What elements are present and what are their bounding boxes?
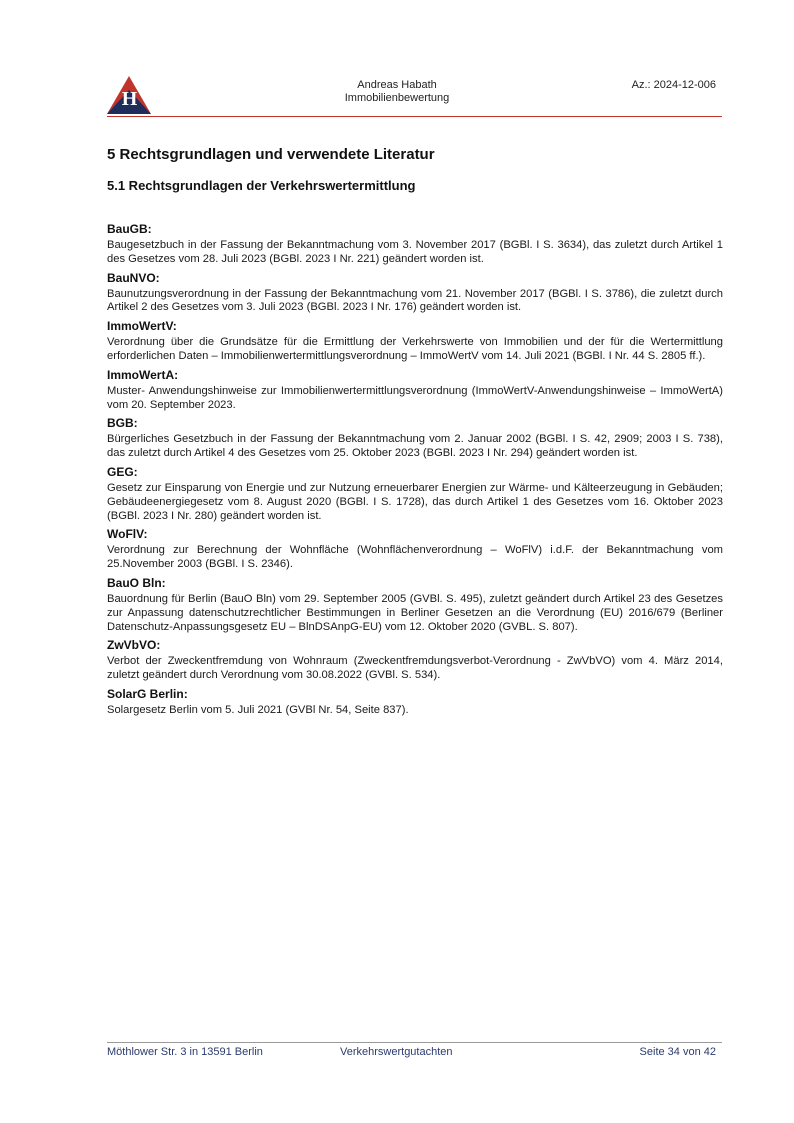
entry-text: Gesetz zur Einsparung von Energie und zur Nutzung erneuerbarer Energien zur Wärme- und Kälteerzeugung in Gebäuden; Gebäudeenergiegesetz vom 8. August 2020 (BGBl. I S. 1728), das durch Artikel 1 des Gesetzes vom 16. Oktober 2023 (BGBl. 2023 I Nr. 280) geändert worden ist. [107,481,723,522]
entry-text: Verbot der Zweckentfremdung von Wohnraum (Zweckentfremdungsverbot-Verordnung - ZwVbVO) vom 4. März 2014, zuletzt geändert durch Verordnung vom 30.08.2022 (GVBl. S. 534). [107,655,723,682]
list-item [107,416,723,461]
entry-text: Baunutzungsverordnung in der Fassung der Bekanntmachung vom 21. November 2017 (BGBl. I S. 3786), die zuletzt durch Artikel 2 des Gesetzes vom 3. Juli 2023 (BGBl. 2023 I Nr. 176) geändert worden ist. [107,287,723,314]
entry-text: Muster- Anwendungshinweise zur Immobilienwertermittlungsverordnung (ImmoWertV-Anwendungshinweise – ImmoWertA) vom 20. September 2023. [107,384,723,411]
list-item [107,368,723,413]
header-name: Andreas Habath [357,79,437,91]
entry-title: BGB: [107,416,138,431]
footer-document-type: Verkehrswertgutachten [340,1046,453,1058]
entry-title: WoFlV: [107,527,148,542]
legal-basis-list [107,222,723,722]
list-item [107,638,723,683]
footer-page-number: Seite 34 von 42 [639,1046,716,1058]
header-subtitle: Immobilienbewertung [344,92,450,104]
entry-title: ZwVbVO: [107,638,161,653]
entry-title: ImmoWertV: [107,319,177,334]
list-item [107,527,723,572]
list-item [107,271,723,316]
entry-title: BauNVO: [107,270,160,285]
list-item [107,222,723,267]
entry-title: BauO Bln: [107,575,166,590]
entry-title: SolarG Berlin: [107,686,188,701]
footer-address: Möthlower Str. 3 in 13591 Berlin [107,1046,263,1058]
list-item [107,319,723,364]
list-item [107,576,723,634]
entry-text: Baugesetzbuch in der Fassung der Bekanntmachung vom 3. November 2017 (BGBl. I S. 3634), das zuletzt durch Artikel 1 des Gesetzes vom 28. Juli 2023 (BGBl. 2023 I Nr. 221) geändert worden ist. [107,239,723,265]
section-heading: 5 Rechtsgrundlagen und verwendete Literatur [107,146,435,163]
logo-letter: H [121,88,137,110]
footer-divider [107,1042,722,1043]
header-divider [107,116,722,117]
header-center [300,79,494,105]
entry-text: Bauordnung für Berlin (BauO Bln) vom 29. September 2005 (GVBl. S. 495), zuletzt geändert durch Artikel 23 des Gesetzes zur Anpassung datenschutzrechtlicher Bestimmungen in Berliner Gesetzen an die Verordnung (EU) 2016/679 (Berliner Datenschutz-Anpassungsgesetz EU – BlnDSAnpG-EU) vom 12. Oktober 2020 (GVBL. S. 807). [107,592,723,633]
entry-title: GEG: [107,464,138,479]
entry-text: Verordnung zur Berechnung der Wohnfläche (Wohnflächenverordnung – WoFlV) i.d.F. der Bekanntmachung vom 25.November 2003 (BGBl. I S. 2346). [107,544,723,571]
header-reference: Az.: 2024-12-006 [631,79,716,91]
entry-text: Verordnung über die Grundsätze für die Ermittlung der Verkehrswerte von Immobilien und der für die Wertermittlung erforderlichen Daten – Immobilienwertermittlungsverordnung – ImmoWertV vom 14. Juli 2021 (BGBl. I Nr. 44 S. 2805 ff.). [107,336,723,362]
subsection-heading: 5.1 Rechtsgrundlagen der Verkehrswertermittlung [107,178,416,193]
entry-title: BauGB: [107,222,152,236]
entry-title: ImmoWertA: [107,367,179,382]
company-logo-icon [107,76,151,114]
list-item [107,465,723,523]
list-item [107,687,723,718]
entry-text: Bürgerliches Gesetzbuch in der Fassung der Bekanntmachung vom 2. Januar 2002 (BGBl. I S. 42, 2909; 2003 I S. 738), das zuletzt durch Artikel 4 des Gesetzes vom 25. Oktober 2023 (BGBl. 2023 I Nr. 294) geändert worden ist. [107,433,723,460]
entry-text: Solargesetz Berlin vom 5. Juli 2021 (GVBl Nr. 54, Seite 837). [107,703,409,716]
